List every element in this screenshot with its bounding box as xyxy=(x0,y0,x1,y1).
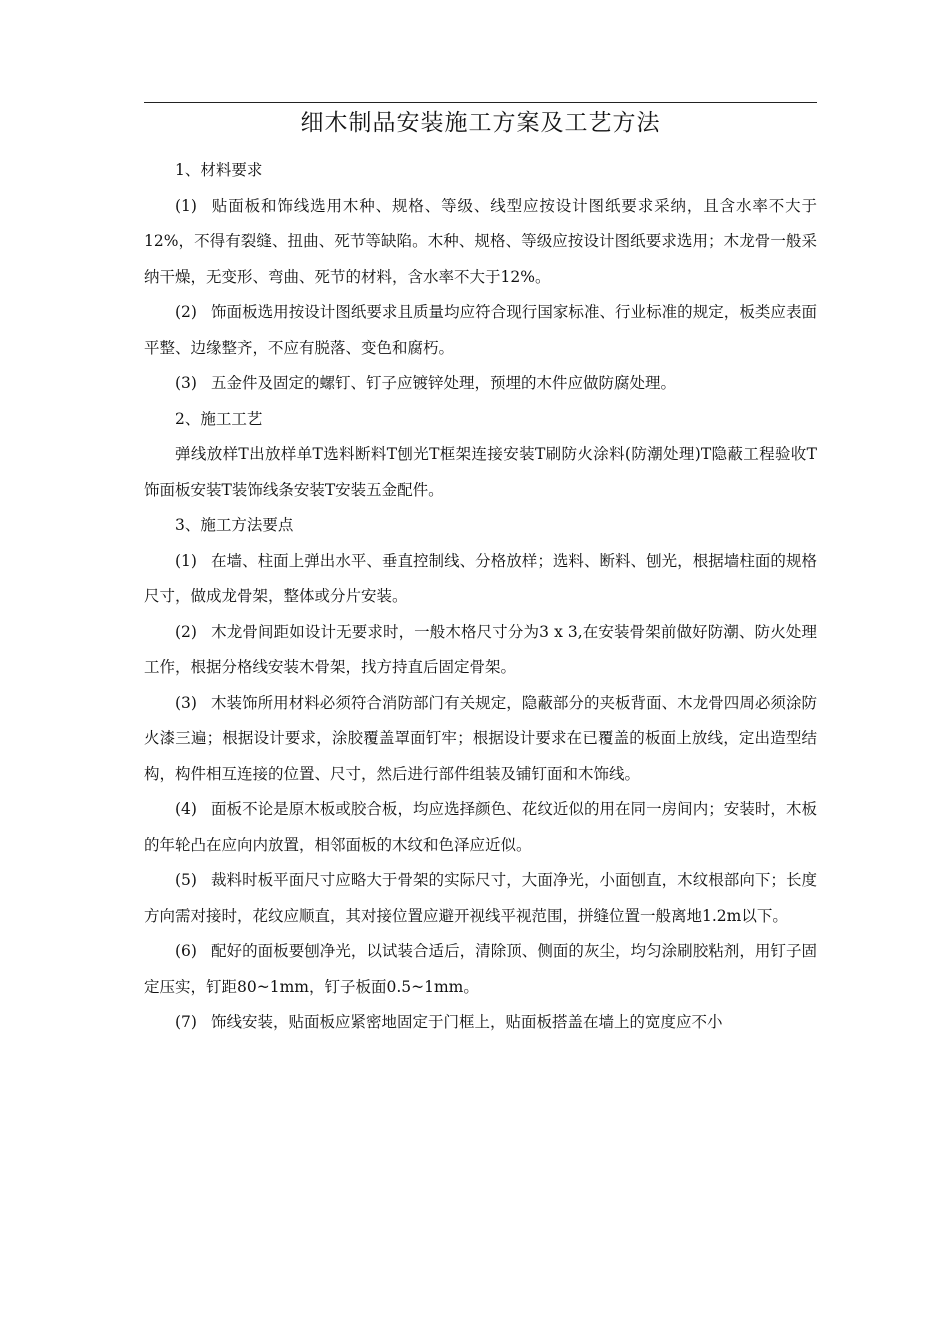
paragraph-text: 木龙骨间距如设计无要求时，一般木格尺寸分为3 x 3,在安装骨架前做好防潮、防火处理工作，根据分格线安装木骨架，找方持直后固定骨架。 xyxy=(144,622,817,676)
paragraph-number: (3) xyxy=(175,693,197,712)
paragraph-text: 贴面板和饰线选用木种、规格、等级、线型应按设计图纸要求采纳，且含水率不大于12%，不得有裂缝、扭曲、死节等缺陷。木种、规格、等级应按设计图纸要求选用；木龙骨一般采纳干燥，无变形、弯曲、死节的材料，含水率不大于12%。 xyxy=(144,196,817,286)
paragraph-text: 裁料时板平面尺寸应略大于骨架的实际尺寸，大面净光，小面刨直，木纹根部向下；长度方向需对接时，花纹应顺直，其对接位置应避开视线平视范围，拼缝位置一般离地1.2m以下。 xyxy=(144,871,817,925)
document-title: 细木制品安装施工方案及工艺方法 xyxy=(300,110,661,136)
paragraph-text: 饰面板选用按设计图纸要求且质量均应符合现行国家标准、行业标准的规定，板类应表面平整、边缘整齐，不应有脱落、变色和腐朽。 xyxy=(144,303,817,357)
document-body xyxy=(144,153,817,1041)
paragraph xyxy=(144,189,817,296)
paragraph xyxy=(144,295,817,366)
paragraph-number: (2) xyxy=(175,622,197,641)
paragraph-text: 1、材料要求 xyxy=(175,161,263,179)
paragraph-text: 配好的面板要刨净光，以试装合适后，清除顶、侧面的灰尘，均匀涂刷胶粘剂，用钉子固定压实，钉距80~1mm，钉子板面0.5~1mm。 xyxy=(144,942,817,996)
paragraph xyxy=(144,686,817,793)
paragraph-number: (4) xyxy=(175,800,197,818)
paragraph-number: (2) xyxy=(175,303,197,321)
paragraph-text: 木装饰所用材料必须符合消防部门有关规定，隐蔽部分的夹板背面、木龙骨四周必须涂防火漆三遍；根据设计要求，涂胶覆盖罩面钉牢；根据设计要求在已覆盖的板面上放线，定出造型结构，构件相互连接的位置、尺寸，然后进行部件组装及铺钉面和木饰线。 xyxy=(144,693,817,783)
section-heading-method xyxy=(144,508,817,544)
paragraph-text: 面板不论是原木板或胶合板，均应选择颜色、花纹近似的用在同一房间内；安装时，木板的年轮凸在应向内放置，相邻面板的木纹和色泽应近似。 xyxy=(144,800,817,854)
header-rule xyxy=(144,102,817,103)
section-heading-materials xyxy=(144,153,817,189)
paragraph xyxy=(144,934,817,1005)
paragraph-number: (6) xyxy=(175,942,197,960)
paragraph-text: 五金件及固定的螺钉、钉子应镀锌处理，预埋的木件应做防腐处理。 xyxy=(210,374,676,392)
paragraph-number: (3) xyxy=(175,374,197,392)
paragraph xyxy=(144,792,817,863)
paragraph xyxy=(144,544,817,615)
paragraph-number: (1) xyxy=(175,551,197,570)
paragraph-text: 在墙、柱面上弹出水平、垂直控制线、分格放样；选料、断料、刨光，根据墙柱面的规格尺寸，做成龙骨架，整体或分片安装。 xyxy=(144,551,817,605)
paragraph-number: (7) xyxy=(175,1013,197,1031)
paragraph xyxy=(144,863,817,934)
paragraph-number: (1) xyxy=(175,196,197,215)
paragraph-number: (5) xyxy=(175,871,197,889)
paragraph xyxy=(144,366,817,402)
paragraph xyxy=(144,615,817,686)
paragraph-text: 3、施工方法要点 xyxy=(175,516,294,534)
paragraph-text: 弹线放样T出放样单T选料断料T刨光T框架连接安装T刷防火涂料(防潮处理)T隐蔽工程验收T饰面板安装T装饰线条安装T安装五金配件。 xyxy=(144,445,817,499)
paragraph xyxy=(144,437,817,508)
paragraph-text: 2、施工工艺 xyxy=(175,409,263,428)
paragraph xyxy=(144,1005,817,1041)
section-heading-process xyxy=(144,402,817,438)
paragraph-text: 饰线安装，贴面板应紧密地固定于门框上，贴面板搭盖在墙上的宽度应不小 xyxy=(210,1013,723,1031)
